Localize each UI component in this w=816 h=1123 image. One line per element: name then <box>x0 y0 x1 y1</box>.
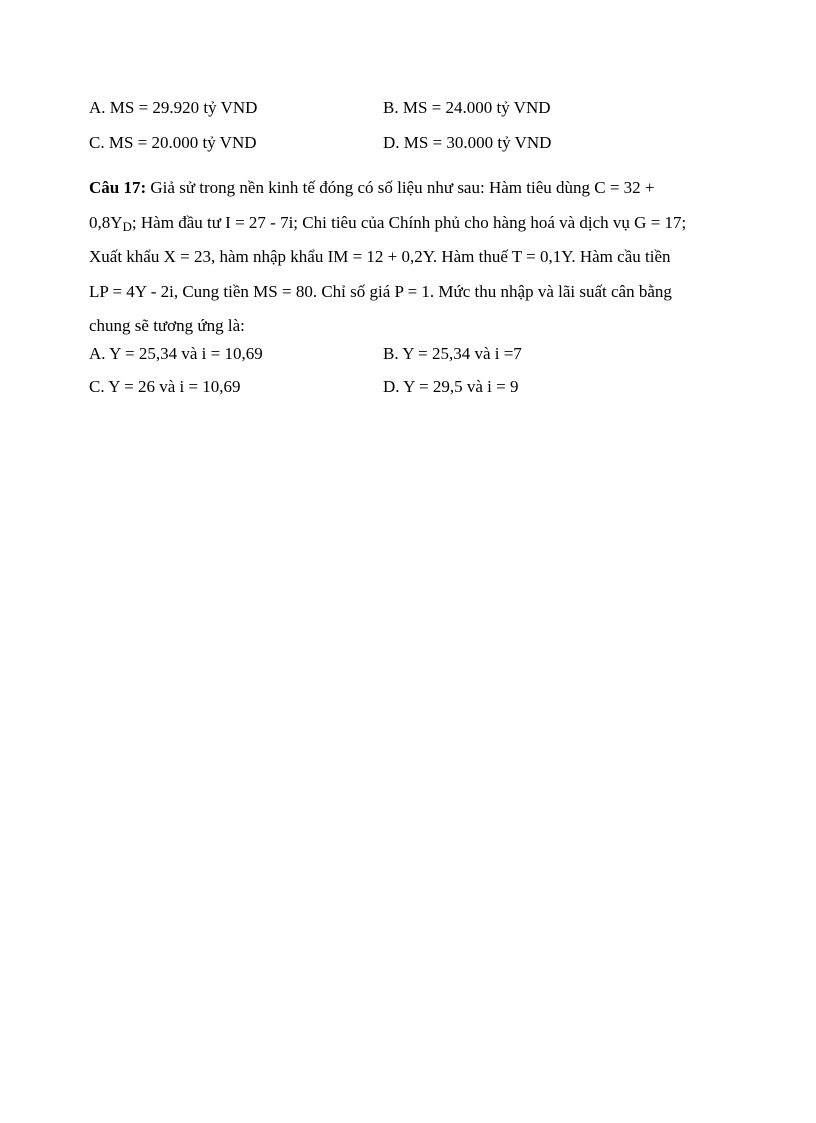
question-line-2 <box>89 206 739 241</box>
prev-option-b: B. MS = 24.000 tỷ VND <box>383 98 551 117</box>
prev-options-row-1 <box>89 96 769 120</box>
answer-option-c: C. Y = 26 và i = 10,69 <box>89 377 241 396</box>
subscript-d: D <box>122 218 132 234</box>
question-text-1: Giả sử trong nền kinh tế đóng có số liệu như sau: Hàm tiêu dùng C = 32 + <box>146 178 655 197</box>
prev-options-row-2 <box>89 131 769 155</box>
answer-options-row-1 <box>89 342 769 366</box>
question-17 <box>89 171 739 344</box>
answer-option-b: B. Y = 25,34 và i =7 <box>383 344 522 363</box>
question-line-3: Xuất khẩu X = 23, hàm nhập khẩu IM = 12 + 0,2Y. Hàm thuế T = 0,1Y. Hàm cầu tiền <box>89 247 671 266</box>
prev-option-a: A. MS = 29.920 tỷ VND <box>89 98 258 117</box>
answer-option-d: D. Y = 29,5 và i = 9 <box>383 377 519 396</box>
question-text-2a: 0,8Y <box>89 212 123 232</box>
answer-options-row-2 <box>89 375 769 399</box>
prev-option-c: C. MS = 20.000 tỷ VND <box>89 133 257 152</box>
question-text-2b: ; Hàm đầu tư I = 27 - 7i; Chi tiêu của Chính phủ cho hàng hoá và dịch vụ G = 17; <box>131 212 687 232</box>
question-line-5: chung sẽ tương ứng là: <box>89 316 245 335</box>
question-label: Câu 17: <box>89 178 147 197</box>
prev-option-d: D. MS = 30.000 tỷ VND <box>383 133 552 152</box>
answer-option-a: A. Y = 25,34 và i = 10,69 <box>89 344 263 363</box>
question-line-4: LP = 4Y - 2i, Cung tiền MS = 80. Chỉ số giá P = 1. Mức thu nhập và lãi suất cân bằng <box>89 281 672 301</box>
question-line-1 <box>89 171 739 206</box>
